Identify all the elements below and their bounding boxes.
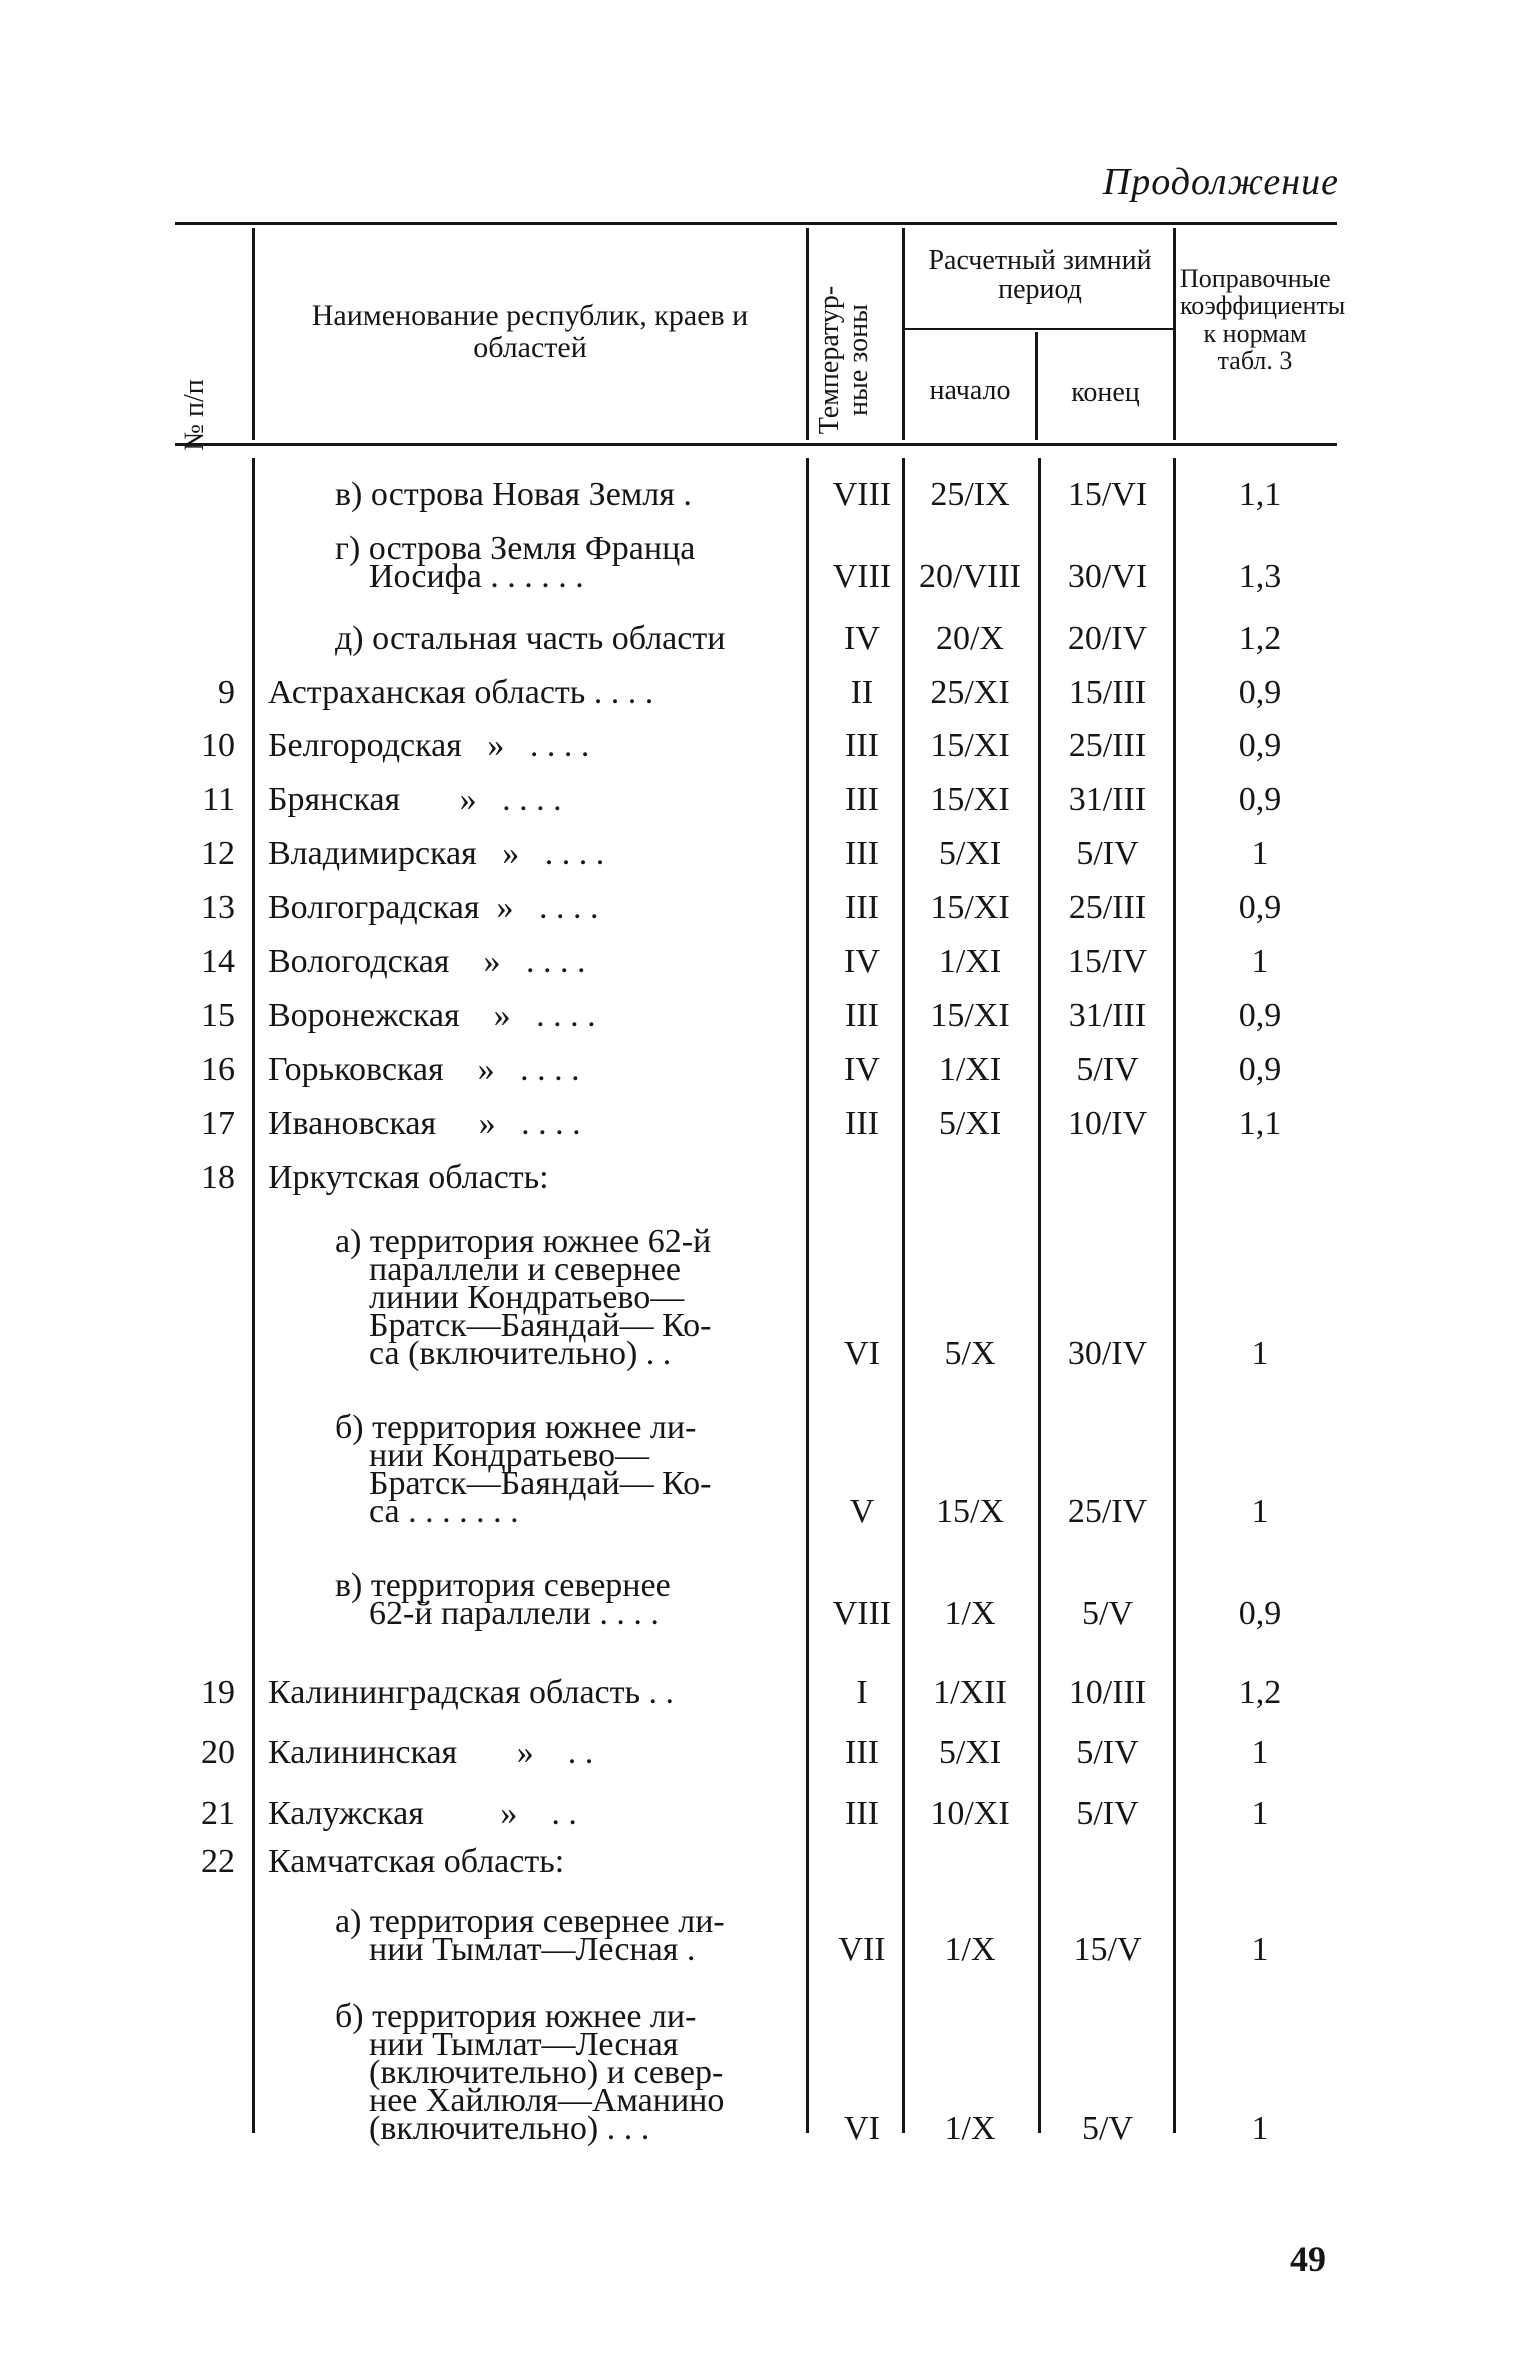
row-number: 11 [202,781,235,818]
row-zone: I [856,1674,868,1711]
row-name-line: Ивановская » . . . . [268,1105,581,1142]
row-zone: VI [844,2110,880,2147]
row-end: 5/IV [1076,1051,1139,1088]
row-number: 10 [201,727,235,764]
row-number: 9 [218,674,235,711]
row-name-line: в) острова Новая Земля . [335,476,692,513]
row-coef: 0,9 [1238,1051,1282,1088]
row-zone: IV [844,1051,880,1088]
header-temp-zone [815,265,895,455]
row-number: 14 [201,943,235,980]
row-end: 15/III [1068,674,1147,711]
row-coef: 1 [1251,1795,1269,1832]
row-number: 18 [201,1159,235,1196]
row-coef: 1 [1251,1335,1269,1372]
body-vline-2 [806,458,809,2133]
row-coef: 1,2 [1238,1674,1282,1711]
row-coef: 1,1 [1238,1105,1282,1142]
header-bottom-rule [175,443,1337,446]
row-end: 20/IV [1067,620,1148,657]
row-zone: II [850,674,874,711]
row-coef: 1 [1251,2110,1269,2147]
row-name-line: Калининская » . . [268,1734,594,1771]
header-temp-zone-line-2: ные зоны [843,304,875,416]
row-start: 15/XI [930,727,1010,764]
row-coef: 0,9 [1238,727,1282,764]
row-zone: III [845,1105,879,1142]
row-zone: VIII [832,558,892,595]
row-name-line: Камчатская область: [268,1843,565,1880]
row-name-line: са . . . . . . . [335,1493,519,1530]
period-divider-rule [903,328,1173,330]
row-number: 21 [201,1795,235,1832]
row-name-line: Иосифа . . . . . . [335,558,584,595]
header-coef: Поправочные коэффициенты к нормам табл. 3 [1180,264,1346,375]
row-start: 5/X [944,1335,996,1372]
row-coef: 1 [1251,1931,1269,1968]
row-start: 1/X [944,1595,996,1632]
page-number: 49 [1290,2239,1326,2279]
row-zone: III [845,835,879,872]
row-coef: 1 [1251,943,1269,980]
row-name-line: нии Кондратьево— [335,1437,650,1474]
row-coef: 0,9 [1238,674,1282,711]
row-name-line: нее Хайлюля—Аманино [335,2082,725,2119]
row-start: 15/XI [930,781,1010,818]
row-end: 15/IV [1067,943,1148,980]
row-end: 25/III [1068,727,1147,764]
row-name-line: Братск—Баяндай— Ко- [335,1307,712,1344]
row-zone: III [845,1795,879,1832]
row-start: 1/X [944,2110,996,2147]
row-name-line: нии Тымлат—Лесная . [335,1931,696,1968]
row-name-line: параллели и севернее [335,1251,681,1288]
row-name-line: а) территория южнее 62-й [335,1223,712,1260]
row-start: 15/XI [930,889,1010,926]
row-start: 5/XI [938,1734,1002,1771]
row-end: 15/V [1073,1931,1142,1968]
row-zone: VI [844,1335,880,1372]
row-name-line: Астраханская область . . . . [268,674,654,711]
row-coef: 0,9 [1238,997,1282,1034]
row-zone: VIII [832,1595,892,1632]
row-number: 20 [201,1734,235,1771]
row-start: 20/X [936,620,1004,657]
row-name-line: нии Тымлат—Лесная [335,2026,679,2063]
row-start: 25/IX [930,476,1010,513]
header-vline-2 [806,228,809,440]
row-coef: 1,2 [1238,620,1282,657]
row-number: 16 [201,1051,235,1088]
row-name-line: 62-й параллели . . . . [335,1595,659,1632]
header-period-end: конец [1071,377,1140,408]
row-name-line: д) остальная часть области [335,620,726,657]
row-end: 5/IV [1076,835,1139,872]
row-zone: V [849,1493,875,1530]
row-end: 31/III [1068,781,1147,818]
row-coef: 1,1 [1238,476,1282,513]
row-number: 17 [201,1105,235,1142]
row-coef: 1 [1251,1493,1269,1530]
header-period: Расчетный зимний период [928,245,1152,306]
row-name-line: линии Кондратьево— [335,1279,685,1316]
row-name-line: а) территория севернее ли- [335,1903,725,1940]
row-zone: III [845,997,879,1034]
row-start: 1/XI [938,1051,1002,1088]
row-start: 10/XI [930,1795,1010,1832]
row-number: 13 [201,889,235,926]
row-start: 1/XI [938,943,1002,980]
row-number: 15 [201,997,235,1034]
row-name-line: Владимирская » . . . . [268,835,605,872]
row-zone: III [845,889,879,926]
header-num: № п/п [179,379,210,451]
continuation-label: Продолжение [1102,161,1339,203]
header-temp-zone-line-1: Температур- [814,285,845,435]
row-start: 1/X [944,1931,996,1968]
row-name-line: (включительно) . . . [335,2110,650,2147]
row-name-line: Калужская » . . [268,1795,577,1832]
row-end: 30/VI [1067,558,1148,595]
row-coef: 1 [1251,1734,1269,1771]
row-name-line: Иркутская область: [268,1159,549,1196]
row-name-line: Горьковская » . . . . [268,1051,580,1088]
row-start: 20/VIII [919,558,1021,595]
row-name-line: Белгородская » . . . . [268,727,590,764]
row-name-line: Вологодская » . . . . [268,943,586,980]
row-end: 5/V [1082,2110,1133,2147]
row-coef: 0,9 [1238,889,1282,926]
row-end: 10/IV [1067,1105,1148,1142]
row-coef: 0,9 [1238,781,1282,818]
header-vline-1 [252,228,255,440]
row-start: 5/XI [938,1105,1002,1142]
row-start: 25/XI [930,674,1010,711]
header-top-rule [175,222,1337,225]
row-end: 5/IV [1076,1795,1139,1832]
row-number: 19 [201,1674,235,1711]
row-end: 10/III [1068,1674,1147,1711]
row-name-line: б) территория южнее ли- [335,1409,697,1446]
row-coef: 1 [1251,835,1269,872]
row-zone: III [845,727,879,764]
row-end: 31/III [1068,997,1147,1034]
row-zone: III [845,781,879,818]
row-end: 5/V [1082,1595,1133,1632]
row-name-line: (включительно) и север- [335,2054,724,2091]
row-zone: VII [838,1931,886,1968]
row-zone: III [845,1734,879,1771]
row-name-line: Братск—Баяндай— Ко- [335,1465,712,1502]
row-name-line: б) территория южнее ли- [335,1998,697,2035]
header-period-start: начало [929,375,1011,406]
row-name-line: г) острова Земля Франца [335,530,696,567]
row-name-line: в) территория севернее [335,1567,671,1604]
row-end: 25/III [1068,889,1147,926]
row-coef: 0,9 [1238,1595,1282,1632]
row-name-line: Брянская » . . . . [268,781,562,818]
row-name-line: Калининградская область . . [268,1674,674,1711]
row-zone: VIII [832,476,892,513]
header-name: Наименование республик, краев и областей [311,299,749,364]
row-end: 25/IV [1067,1493,1148,1530]
row-name-line: Волгоградская » . . . . [268,889,599,926]
row-number: 12 [201,835,235,872]
row-name-line: Воронежская » . . . . [268,997,596,1034]
row-zone: IV [844,943,880,980]
row-number: 22 [201,1843,235,1880]
row-start: 1/XII [933,1674,1007,1711]
row-start: 15/XI [930,997,1010,1034]
row-coef: 1,3 [1238,558,1282,595]
body-vline-1 [252,458,255,2133]
row-end: 5/IV [1076,1734,1139,1771]
row-start: 5/XI [938,835,1002,872]
row-name-line: са (включительно) . . [335,1335,672,1372]
row-start: 15/X [936,1493,1004,1530]
row-zone: IV [844,620,880,657]
row-end: 15/VI [1067,476,1148,513]
row-end: 30/IV [1067,1335,1148,1372]
